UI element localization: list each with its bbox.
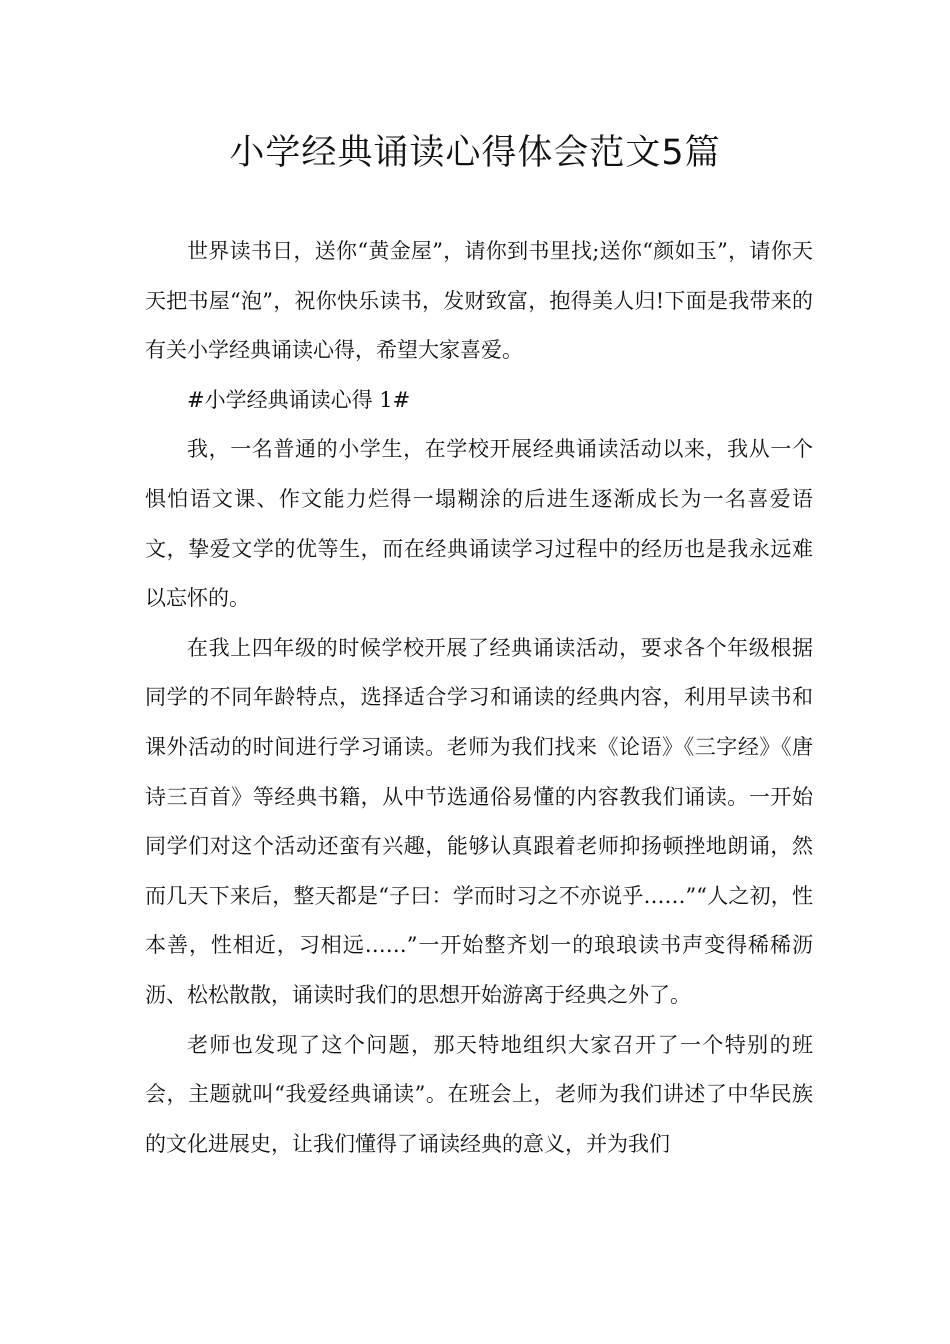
- section-heading-1: #小学经典诵读心得 1#: [187, 387, 411, 412]
- document-body: [145, 227, 813, 1169]
- intro-paragraph: 世界读书日，送你“黄金屋”，请你到书里找;送你“颜如玉”，请你天天把书屋“泡”，祝你快乐读书，发财致富，抱得美人归!下面是我带来的有关小学经典诵读心得，希望大家喜爱。: [145, 239, 813, 363]
- document-title: 小学经典诵读心得体会范文5篇: [229, 133, 721, 173]
- body-paragraph: 老师也发现了这个问题，那天特地组织大家召开了一个特别的班会，主题就叫“我爱经典诵读”。在班会上，老师为我们讲述了中华民族的文化进展史，让我们懂得了诵读经典的意义，并为我们: [145, 1032, 813, 1156]
- body-paragraph: 我，一名普通的小学生，在学校开展经典诵读活动以来，我从一个惧怕语文课、作文能力烂得一塌糊涂的后进生逐渐成长为一名喜爱语文，挚爱文学的优等生，而在经典诵读学习过程中的经历也是我永远难以忘怀的。: [145, 437, 813, 611]
- body-paragraph: 在我上四年级的时候学校开展了经典诵读活动，要求各个年级根据同学的不同年龄特点，选择适合学习和诵读的经典内容，利用早读书和课外活动的时间进行学习诵读。老师为我们找来《论语》《三字经》《唐诗三百首》等经典书籍，从中节选通俗易懂的内容教我们诵读。一开始同学们对这个活动还蛮有兴趣，能够认真跟着老师抑扬顿挫地朗诵，然而几天下来后，整天都是“子曰：学而时习之不亦说乎……”“人之初，性本善，性相近，习相远……”一开始整齐划一的琅琅读书声变得稀稀沥沥、松松散散，诵读时我们的思想开始游离于经典之外了。: [145, 635, 813, 1007]
